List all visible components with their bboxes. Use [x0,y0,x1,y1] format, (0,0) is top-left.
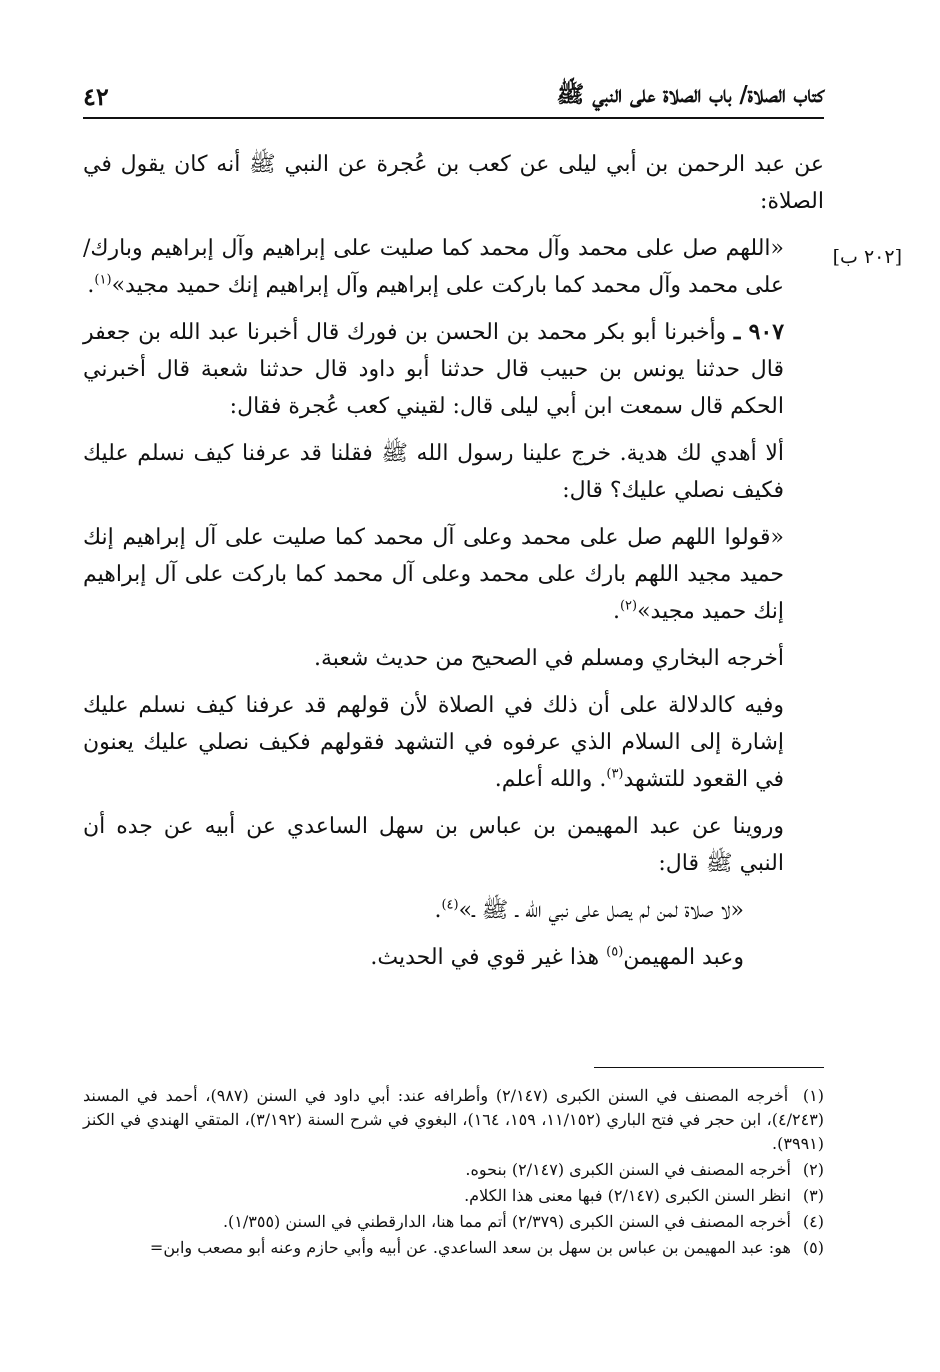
paragraph-text: وعبد المهيمن [623,945,744,970]
paragraph [83,435,824,509]
paragraph-text: عن عبد الرحمن بن أبي ليلى عن كعب بن عُجرة عن النبي ﷺ أنه كان يقول في الصلاة: [83,152,824,214]
footnote [83,1084,824,1156]
footnote [83,1184,824,1208]
paragraph [83,519,824,630]
footnote [83,1236,824,1260]
footnote-ref: (٣) [606,766,624,782]
paragraph [83,892,824,929]
hadith-number: ٩٠٧ ـ [733,319,785,345]
paragraph-text: وأخبرنا أبو بكر محمد بن الحسن بن فورك قال أخبرنا عبد الله بن جعفر قال حدثنا يونس بن حبيب قال حدثنا أبو داود قال حدثنا شعبة قال أخبرني الحكم قال سمعت ابن أبي ليلى قال: لقيني كعب عُجرة فقال: [83,320,784,419]
footnote-number: (١) [802,1086,825,1105]
footnote-text: انظر السنن الكبرى (٢/١٤٧) فبها معنى هذا الكلام. [464,1186,791,1205]
paragraph-tail: . [434,898,442,923]
paragraph-text: ألا أهدي لك هدية. خرج علينا رسول الله ﷺ فقلنا قد عرفنا كيف نسلم عليك فكيف نصلي عليك؟ قال: [83,441,784,503]
footnote-number: (٥) [802,1238,824,1257]
footnote-number: (٤) [802,1212,824,1231]
page-number: ٤٢ [83,82,109,111]
footnote-ref: (١) [94,272,112,288]
footnote-number: (٢) [802,1160,824,1179]
footnote-ref: (٢) [619,598,638,614]
paragraph-tail: . [612,599,620,624]
paragraph-text: «اللهم صل على محمد وآل محمد كما صليت على إبراهيم وآل إبراهيم وبارك/ على محمد وآل محمد كما باركت على إبراهيم وآل إبراهيم إنك حميد مجيد» [83,236,784,298]
footnote-text: هو: عبد المهيمن بن عباس بن سهل بن سعد الساعدي. عن أبيه وأبي حازم وعنه أبو مصعب وابن= [149,1238,791,1257]
paragraph-tail: هذا غير قوي في الحديث. [370,945,607,970]
paragraph [83,687,824,798]
paragraph-tail: . [87,273,95,298]
footnotes [83,1084,824,1262]
footnote-text: أخرجه المصنف في السنن الكبرى (٢/١٤٧) بنحوه. [465,1160,791,1179]
footnote-ref: (٤) [441,897,459,913]
footnote-rule [594,1067,824,1068]
paragraph [83,230,824,304]
main-text [83,146,824,986]
footnote [83,1210,824,1234]
footnote-number: (٣) [802,1186,824,1205]
paragraph [83,146,824,220]
paragraph-text: «لا صلاة لمن لم يصل على نبي الله ـ ﷺ ـ» [458,898,744,923]
paragraph-text: «قولوا اللهم صل على محمد وعلى آل محمد كما صليت على آل إبراهيم إنك حميد مجيد اللهم بارك على محمد وعلى آل محمد كما باركت على آل إبراهيم إنك حميد مجيد» [83,525,784,624]
paragraph [83,939,824,976]
paragraph-text: وفيه كالدلالة على أن ذلك في الصلاة لأن قولهم قد عرفنا كيف نسلم عليك إشارة إلى السلام الذي عرفوه في التشهد فقولهم فكيف نصلي عليك يعنون في القعود للتشهد [83,693,784,792]
footnote-ref: (٥) [606,944,624,960]
header-rule [83,117,824,119]
footnote-text: أخرجه المصنف في السنن الكبرى (٢/٣٧٩) أتم مما هنا، الدارقطني في السنن (١/٣٥٥). [222,1212,791,1231]
paragraph [83,640,824,677]
paragraph-text: أخرجه البخاري ومسلم في الصحيح من حديث شعبة. [313,646,784,671]
paragraph-tail: . والله أعلم. [494,767,607,792]
hadith-paragraph [83,314,824,425]
paragraph-text: وروينا عن عبد المهيمن بن عباس بن سهل الساعدي عن أبيه عن جده أن النبي ﷺ قال: [83,814,784,876]
footnote [83,1158,824,1182]
running-header [83,80,824,114]
footnote-text: أخرجه المصنف في السنن الكبرى (٢/١٤٧) وأطرافه عند: أبي داود في السنن (٩٨٧)، أحمد في المسند (٤/٢٤٣)، ابن حجر في فتح الباري (١١/١٥٢، ١٥٩، ١٦٤)، البغوي في شرح السنة (٣/١٩٢)، المتقي الهندي في الكنز (٣٩٩١). [83,1086,825,1153]
manuscript-folio-note: [٢٠٢ ب] [832,246,902,268]
header-title: كتاب الصلاة/ باب الصلاة على النبي ﷺ [556,81,824,108]
paragraph [83,808,824,882]
